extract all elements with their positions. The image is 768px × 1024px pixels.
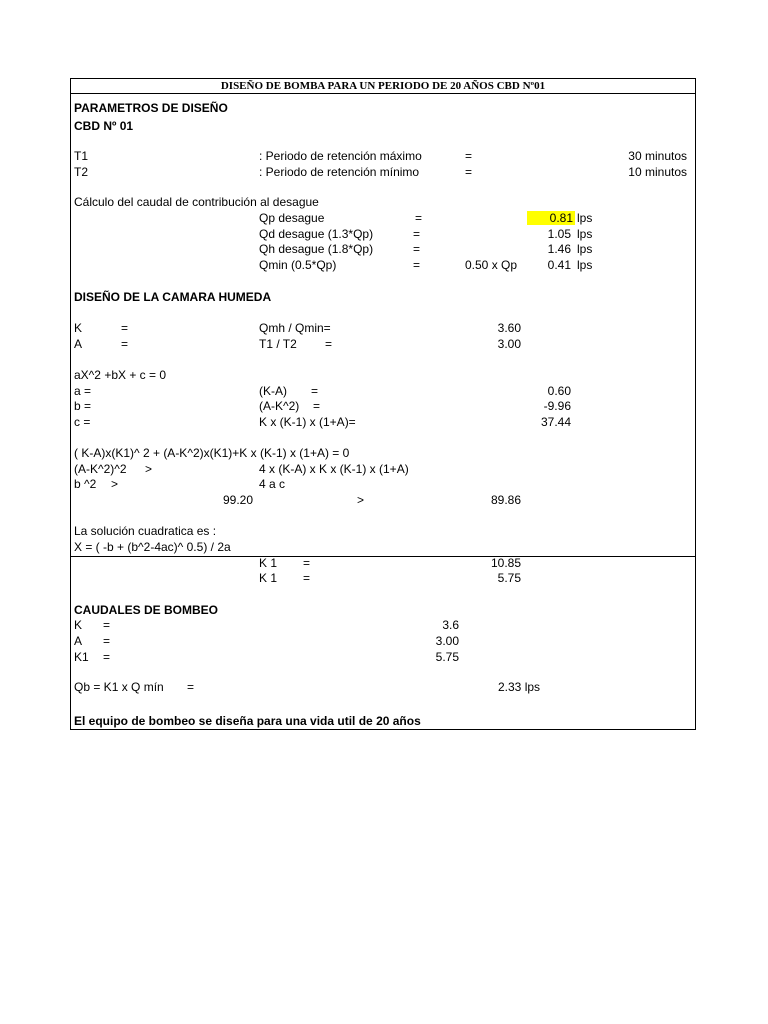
qh-value: 1.46: [547, 242, 571, 256]
condition-2-right: 4 a c: [259, 477, 286, 491]
camara-heading: DISEÑO DE LA CAMARA HUMEDA: [74, 290, 272, 304]
coef-a-label: a =: [74, 384, 92, 398]
coef-b-label: b =: [74, 399, 92, 413]
qd-unit: lps: [577, 227, 593, 241]
k-expression: Qmh / Qmin=: [259, 321, 331, 335]
qb-equals: =: [187, 680, 195, 694]
qb-label: Qb = K1 x Q mín: [74, 680, 164, 694]
solution-divider: [71, 556, 695, 557]
condition-1-right: 4 x (K-A) x K x (K-1) x (1+A): [259, 462, 409, 476]
solution-text: La solución cuadratica es :: [74, 524, 217, 538]
footer-note: El equipo de bombeo se diseña para una vida util de 20 años: [74, 714, 421, 728]
bombeo-k1-equals: =: [103, 650, 111, 664]
coef-b-value: -9.96: [543, 399, 571, 413]
parametros-subheading: CBD Nº 01: [74, 119, 134, 133]
t2-label: T2: [74, 165, 89, 179]
qh-equals: =: [413, 242, 421, 256]
k1-root-2-label: K 1: [259, 571, 278, 585]
coef-b-expression: (A-K^2): [259, 399, 300, 413]
condition-1-greater: >: [145, 462, 153, 476]
a-equals: =: [121, 337, 129, 351]
condition-2-left: b ^2: [74, 477, 97, 491]
qmin-equals: =: [413, 258, 421, 272]
solution-formula: X = ( -b + (b^2-4ac)^ 0.5) / 2a: [74, 540, 231, 554]
coef-c-label: c =: [74, 415, 91, 429]
qmin-value: 0.41: [547, 258, 571, 272]
full-equation: ( K-A)x(K1)^ 2 + (A-K^2)x(K1)+K x (K-1) x (1+A) = 0: [74, 446, 350, 460]
t1-label: T1: [74, 149, 89, 163]
qmin-multiplier: 0.50 x Qp: [465, 258, 518, 272]
qp-label: Qp desague: [259, 211, 325, 225]
a-equals-2: =: [325, 337, 333, 351]
k1-root-1-label: K 1: [259, 556, 278, 570]
calculation-sheet: [70, 78, 696, 730]
qb-value: 2.33 lps: [498, 680, 541, 694]
bombeo-k1-label: K1: [74, 650, 89, 664]
k-value: 3.60: [497, 321, 521, 335]
a-expression: T1 / T2: [259, 337, 297, 351]
bombeo-a-equals: =: [103, 634, 111, 648]
t1-equals: =: [465, 149, 473, 163]
coef-a-equals: =: [311, 384, 319, 398]
qd-label: Qd desague (1.3*Qp): [259, 227, 374, 241]
t2-value: 10 minutos: [628, 165, 687, 179]
bombeo-k-value: 3.6: [442, 618, 459, 632]
k-equals: =: [121, 321, 129, 335]
qd-value: 1.05: [547, 227, 571, 241]
bombeo-heading: CAUDALES DE BOMBEO: [74, 603, 219, 617]
condition-value-right: 89.86: [490, 493, 521, 507]
title-divider: [71, 93, 695, 94]
k1-root-2-equals: =: [303, 571, 311, 585]
t1-value: 30 minutos: [628, 149, 687, 163]
qp-unit: lps: [577, 211, 593, 225]
coef-a-expression: (K-A): [259, 384, 287, 398]
condition-value-left: 99.20: [222, 493, 253, 507]
quadratic-equation: aX^2 +bX + c = 0: [74, 368, 167, 382]
coef-c-expression: K x (K-1) x (1+A)=: [259, 415, 356, 429]
condition-value-greater: >: [357, 493, 365, 507]
coef-a-value: 0.60: [547, 384, 571, 398]
condition-2-greater: >: [111, 477, 119, 491]
bombeo-a-label: A: [74, 634, 83, 648]
sheet-title: DISEÑO DE BOMBA PARA UN PERIODO DE 20 AÑOS CBD Nº01: [220, 80, 546, 92]
coef-c-value: 37.44: [540, 415, 571, 429]
qmin-label: Qmin (0.5*Qp): [259, 258, 337, 272]
qp-equals: =: [415, 211, 423, 225]
qh-label: Qh desague (1.8*Qp): [259, 242, 374, 256]
bombeo-k1-value: 5.75: [435, 650, 459, 664]
coef-b-equals: =: [313, 399, 321, 413]
k1-root-1-equals: =: [303, 556, 311, 570]
t2-equals: =: [465, 165, 473, 179]
k1-root-2-value: 5.75: [497, 571, 521, 585]
k-label: K: [74, 321, 83, 335]
a-value: 3.00: [497, 337, 521, 351]
a-label: A: [74, 337, 83, 351]
t2-description: : Periodo de retención mínimo: [259, 165, 420, 179]
qh-unit: lps: [577, 242, 593, 256]
parametros-heading: PARAMETROS DE DISEÑO: [74, 101, 228, 115]
qmin-unit: lps: [577, 258, 593, 272]
qd-equals: =: [413, 227, 421, 241]
bombeo-k-label: K: [74, 618, 83, 632]
bombeo-a-value: 3.00: [435, 634, 459, 648]
caudal-heading: Cálculo del caudal de contribución al desague: [74, 195, 319, 209]
bombeo-k-equals: =: [103, 618, 111, 632]
condition-1-left: (A-K^2)^2: [74, 462, 127, 476]
qp-value: 0.81: [527, 211, 575, 225]
k1-root-1-value: 10.85: [490, 556, 521, 570]
t1-description: : Periodo de retención máximo: [259, 149, 422, 163]
